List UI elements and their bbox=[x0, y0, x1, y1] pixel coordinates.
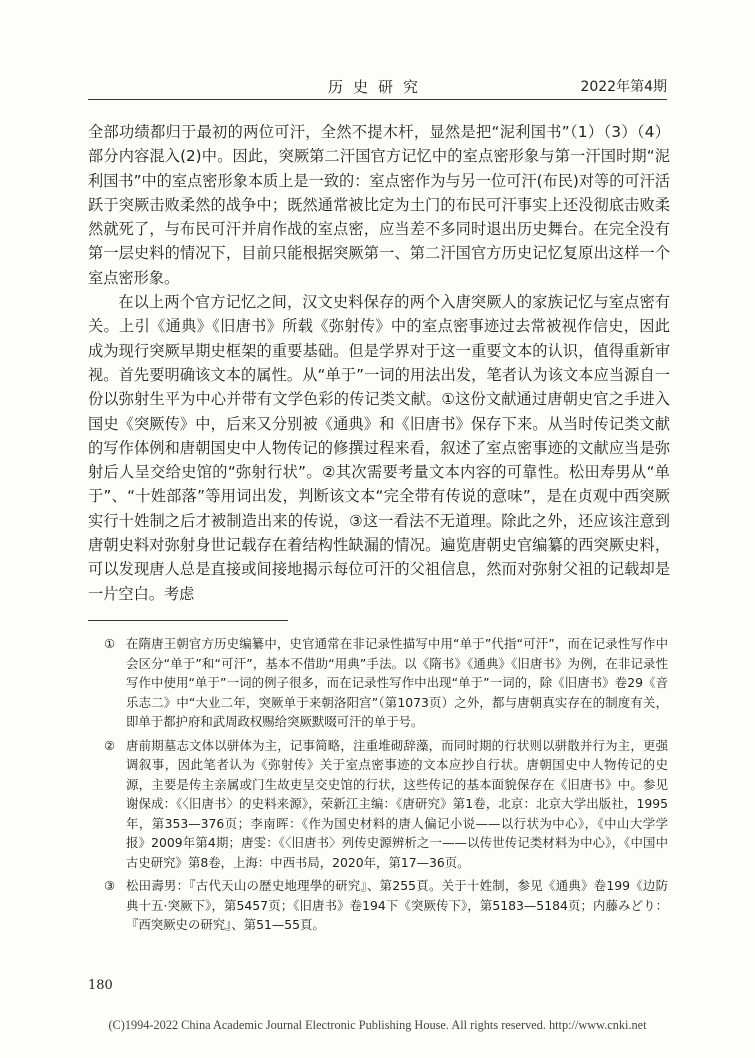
footnote bbox=[104, 634, 668, 732]
footnote-mark: ① bbox=[104, 636, 116, 651]
footnote bbox=[104, 876, 668, 935]
footnote-text: 松田壽男：『古代天山の歴史地理學的研究』、第255頁。关于十姓制，参见《通典》卷199《边防典十五·突厥下》，第5457页；《旧唐书》卷194下《突厥传下》，第5183—5184页；内藤みどり：『西突厥史の研究』、第51—55頁。 bbox=[126, 878, 668, 932]
issue-label: 2022年第4期 bbox=[580, 79, 667, 95]
footnote-text: 唐前期墓志文体以骈体为主，记事简略，注重堆砌辞藻，而同时期的行状则以骈散并行为主，更强调叙事，因此笔者认为《弥射传》关于室点密事迹的文本应抄自行状。唐朝国史中人物传记的史源，主要是传主亲属或门生故吏呈交史馆的行状，这些传记的基本面貌保存在《旧唐书》中。参见谢保成：《〈旧唐书〉的史料来源》，荣新江主编：《唐研究》第1卷，北京：北京大学出版社，1995年，第353—376页；李南晖：《作为国史材料的唐人偏记小说——以行状为中心》，《中山大学学报》2009年第4期；唐雯：《〈旧唐书〉列传史源辨析之一——以传世传记类材料为中心》，《中国中古史研究》第8卷，上海：中西书局，2020年，第17—36页。 bbox=[126, 737, 668, 870]
footnote-rule bbox=[88, 620, 288, 621]
footnote-mark: ② bbox=[104, 737, 116, 753]
main-text bbox=[88, 120, 670, 606]
running-header bbox=[88, 72, 667, 100]
page-number: 180 bbox=[88, 978, 113, 993]
header-rule bbox=[88, 99, 667, 100]
footnotes bbox=[104, 634, 668, 939]
footnote bbox=[104, 736, 668, 873]
copyright-line: (C)1994-2022 China Academic Journal Electronic Publishing House. All rights reserved. http://www.cnki.net bbox=[108, 1018, 647, 1032]
footnote-text: 在隋唐王朝官方历史编纂中，史官通常在非记录性描写中用“单于”代指“可汗”，而在记录性写作中会区分“单于”和“可汗”，基本不借助“用典”手法。以《隋书》《通典》《旧唐书》为例，在非记录性写作中使用“单于”一词的例子很多，而在记录性写作中出现“单于”一词的，除《旧唐书》卷29《音乐志二》中“大业二年，突厥单于来朝洛阳宫”（第1073页）之外，都与唐朝真实存在的制度有关，即单于都护府和武周政权赐给突厥默啜可汗的单于号。 bbox=[126, 636, 668, 729]
paragraph: 在以上两个官方记忆之间，汉文史料保存的两个入唐突厥人的家族记忆与室点密有关。上引《通典》《旧唐书》所载《弥射传》中的室点密事迹过去常被视作信史，因此成为现行突厥早期史框架的重要基础。但是学界对于这一重要文本的认识，值得重新审视。首先要明确该文本的属性。从“单于”一词的用法出发，笔者认为该文本应当源自一份以弥射生平为中心并带有文学色彩的传记类文献。①这份文献通过唐朝史官之手进入国史《突厥传》中，后来又分别被《通典》和《旧唐书》保存下来。从当时传记类文献的写作体例和唐朝国史中人物传记的修撰过程来看，叙述了室点密事迹的文献应当是弥射后人呈交给史馆的“弥射行状”。②其次需要考量文本内容的可靠性。松田寿男从“单于”、“十姓部落”等用词出发，判断该文本“完全带有传说的意味”，是在贞观中西突厥实行十姓制之后才被制造出来的传说，③这一看法不无道理。除此之外，还应该注意到唐朝史料对弥射身世记载存在着结构性缺漏的情况。遍览唐朝史官编纂的西突厥史料，可以发现唐人总是直接或间接地揭示每位可汗的父祖信息，然而对弥射父祖的记载却是一片空白。考虑 bbox=[88, 293, 670, 603]
paragraph-continued: 全部功绩都归于最初的两位可汗，全然不提木杆，显然是把“泥利国书”（1）（3）（4）部分内容混入(2)中。因此，突厥第二汗国官方记忆中的室点密形象与第一汗国时期“泥利国书”中的室点密形象本质上是一致的：室点密作为与另一位可汗(布民)对等的可汗活跃于突厥击败柔然的战争中；既然通常被比定为土门的布民可汗事实上还没彻底击败柔然就死了，与布民可汗并肩作战的室点密，应当差不多同时退出历史舞台。在完全没有第一层史料的情况下，目前只能根据突厥第一、第二汗国官方历史记忆复原出这样一个室点密形象。 bbox=[88, 123, 670, 287]
journal-title: 历史研究 bbox=[328, 78, 429, 96]
footnote-mark: ③ bbox=[104, 878, 116, 893]
